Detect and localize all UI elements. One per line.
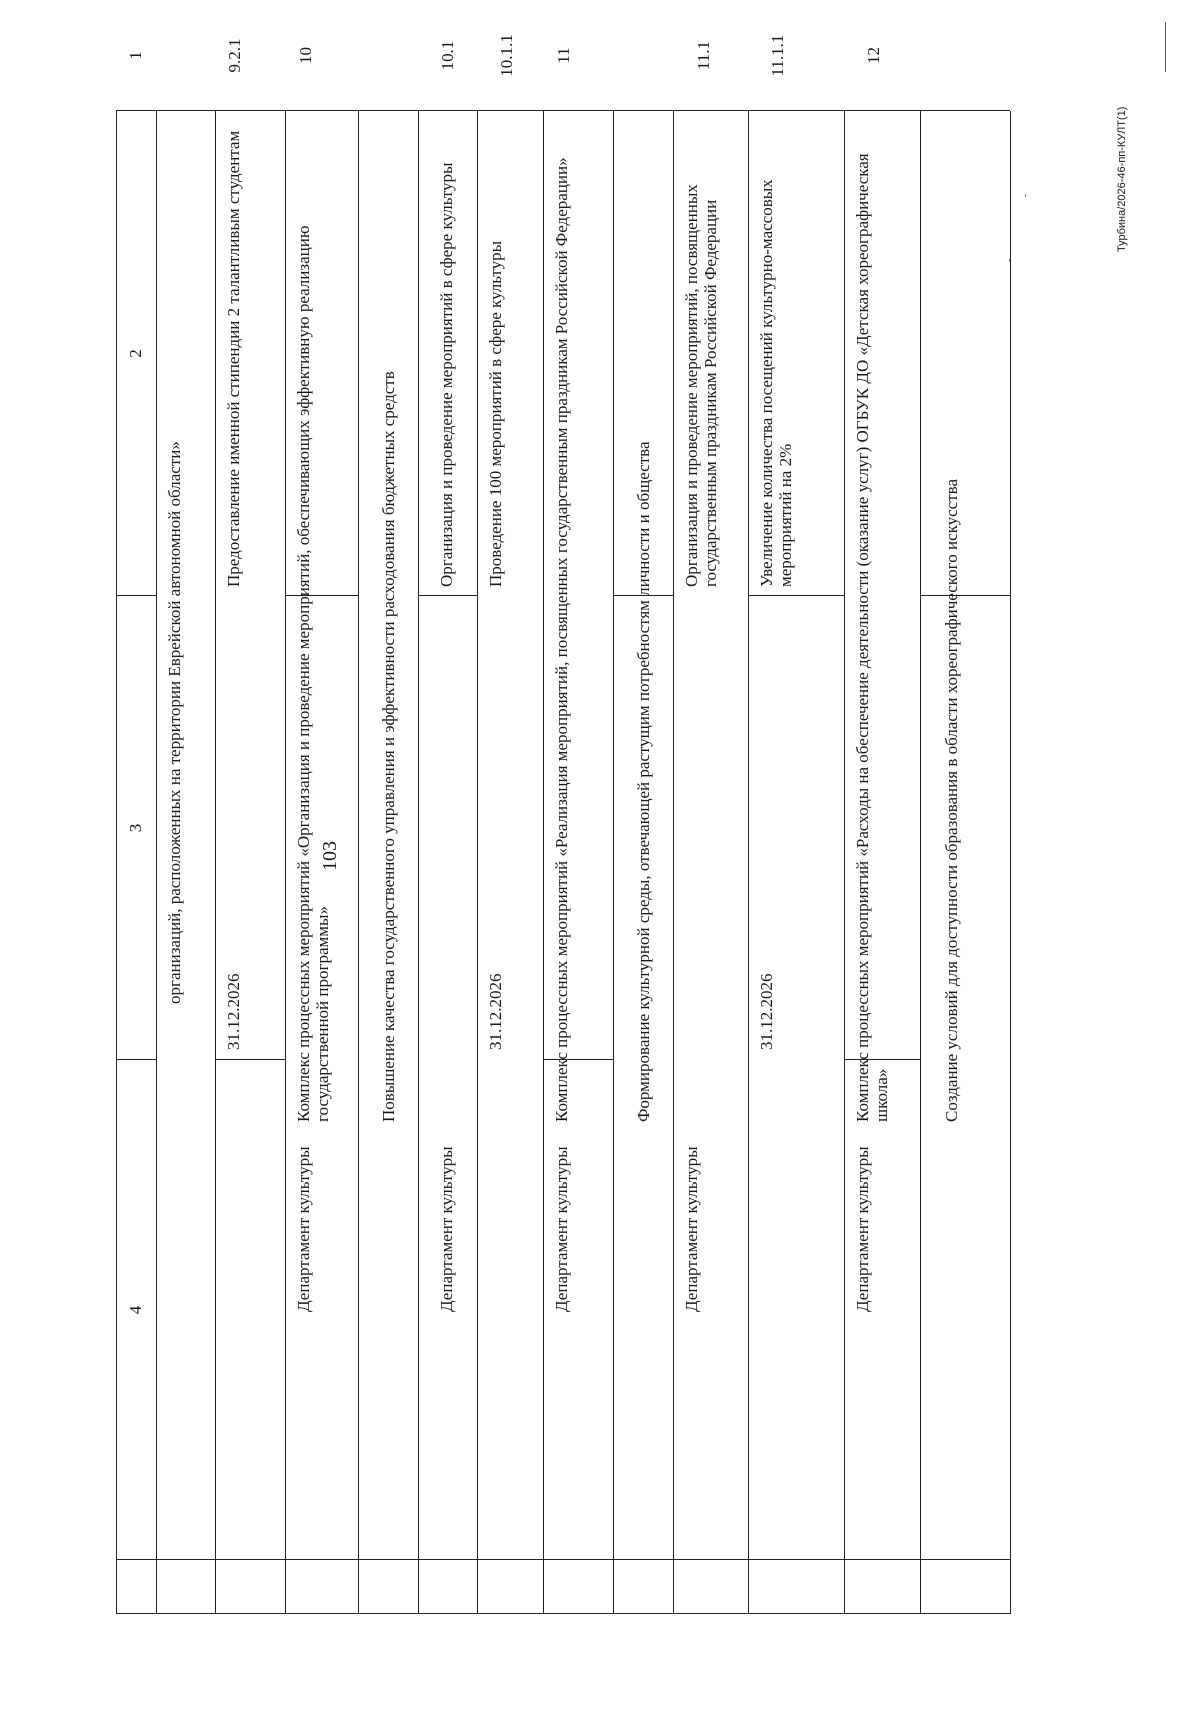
row-number: 9.2.1 [225,38,244,73]
table-border [844,111,845,1614]
table-border [116,1559,1010,1560]
row-text: Организация и проведение мероприятий, посвященных государственным праздникам Российской Федерации [682,184,720,587]
row-text: Комплекс процессных мероприятий «Реализация мероприятий, посвященных государственным праздникам Российской Федерации» [552,157,571,1122]
row-number: 11 [554,47,573,64]
footer-stamp: Турбина/2026-46-пп-КУЛТ(1) [1116,106,1128,252]
scan-speck [1025,194,1026,197]
row-text: Увеличение количества посещений культурно-массовых мероприятий на 2% [757,179,795,587]
row-text: организаций, расположенных на территории Еврейской автономной области» [165,441,184,1004]
row-text: Повышение качества государственного управления и эффективности расходования бюджетных средств [379,371,398,1122]
table-border [1010,111,1011,1614]
table-border [156,111,157,1614]
row-number: 12 [864,47,883,64]
row-date: 31.12.2026 [224,973,243,1050]
column-header-3: 3 [126,823,145,833]
row-text: Комплекс процессных мероприятий «Расходы на обеспечение деятельности (оказание услуг) ОГБУК ДО «Детская хореографическая школа» [853,153,891,1122]
scan-mark [1165,22,1166,72]
column-header-1: 1 [126,51,145,60]
row-date: 31.12.2026 [486,973,505,1050]
row-responsible: Департамент культуры [682,1146,701,1312]
table-border [748,111,749,1614]
row-responsible: Департамент культуры [552,1146,571,1312]
table-border [613,111,614,1614]
row-text: Создание условий для доступности образования в области хореографического искусства [942,479,961,1122]
row-text: Предоставление именной стипендии 2 талантливым студентам [224,130,243,587]
row-number: 10.1.1 [497,34,516,77]
row-number: 10 [296,47,315,64]
scan-speck [1009,259,1010,262]
row-number: 10.1 [438,40,457,71]
row-responsible: Департамент культуры [437,1146,456,1312]
row-responsible: Департамент культуры [853,1146,872,1312]
table-border [418,595,477,596]
table-border [116,1613,1010,1614]
table-border [920,111,921,1614]
table-border [673,111,674,1614]
row-text: Формирование культурной среды, отвечающей растущим потребностям личности и общества [634,441,653,1122]
table-border [358,111,359,1614]
row-number: 11.1 [694,40,713,71]
table-border [543,111,544,1614]
column-header-2: 2 [126,349,145,358]
page-number: 103 [319,841,341,871]
row-text: Комплекс процессных мероприятий «Организация и проведение мероприятий, обеспечивающих эффективную реализацию государственной программы» [294,225,332,1122]
table-border [748,595,844,596]
row-responsible: Департамент культуры [294,1146,313,1312]
row-date: 31.12.2026 [757,973,776,1050]
table-border [116,111,117,1614]
column-header-4: 4 [126,1305,145,1315]
table-border [215,1059,285,1060]
table-border [215,111,216,1614]
table-border [920,595,1010,596]
table-border [285,111,286,1614]
table-border [418,111,419,1614]
table-border [477,111,478,1614]
row-text: Организация и проведение мероприятий в сфере культуры [437,162,456,587]
row-text: Проведение 100 мероприятий в сфере культуры [486,240,505,587]
row-number: 11.1.1 [768,34,787,77]
